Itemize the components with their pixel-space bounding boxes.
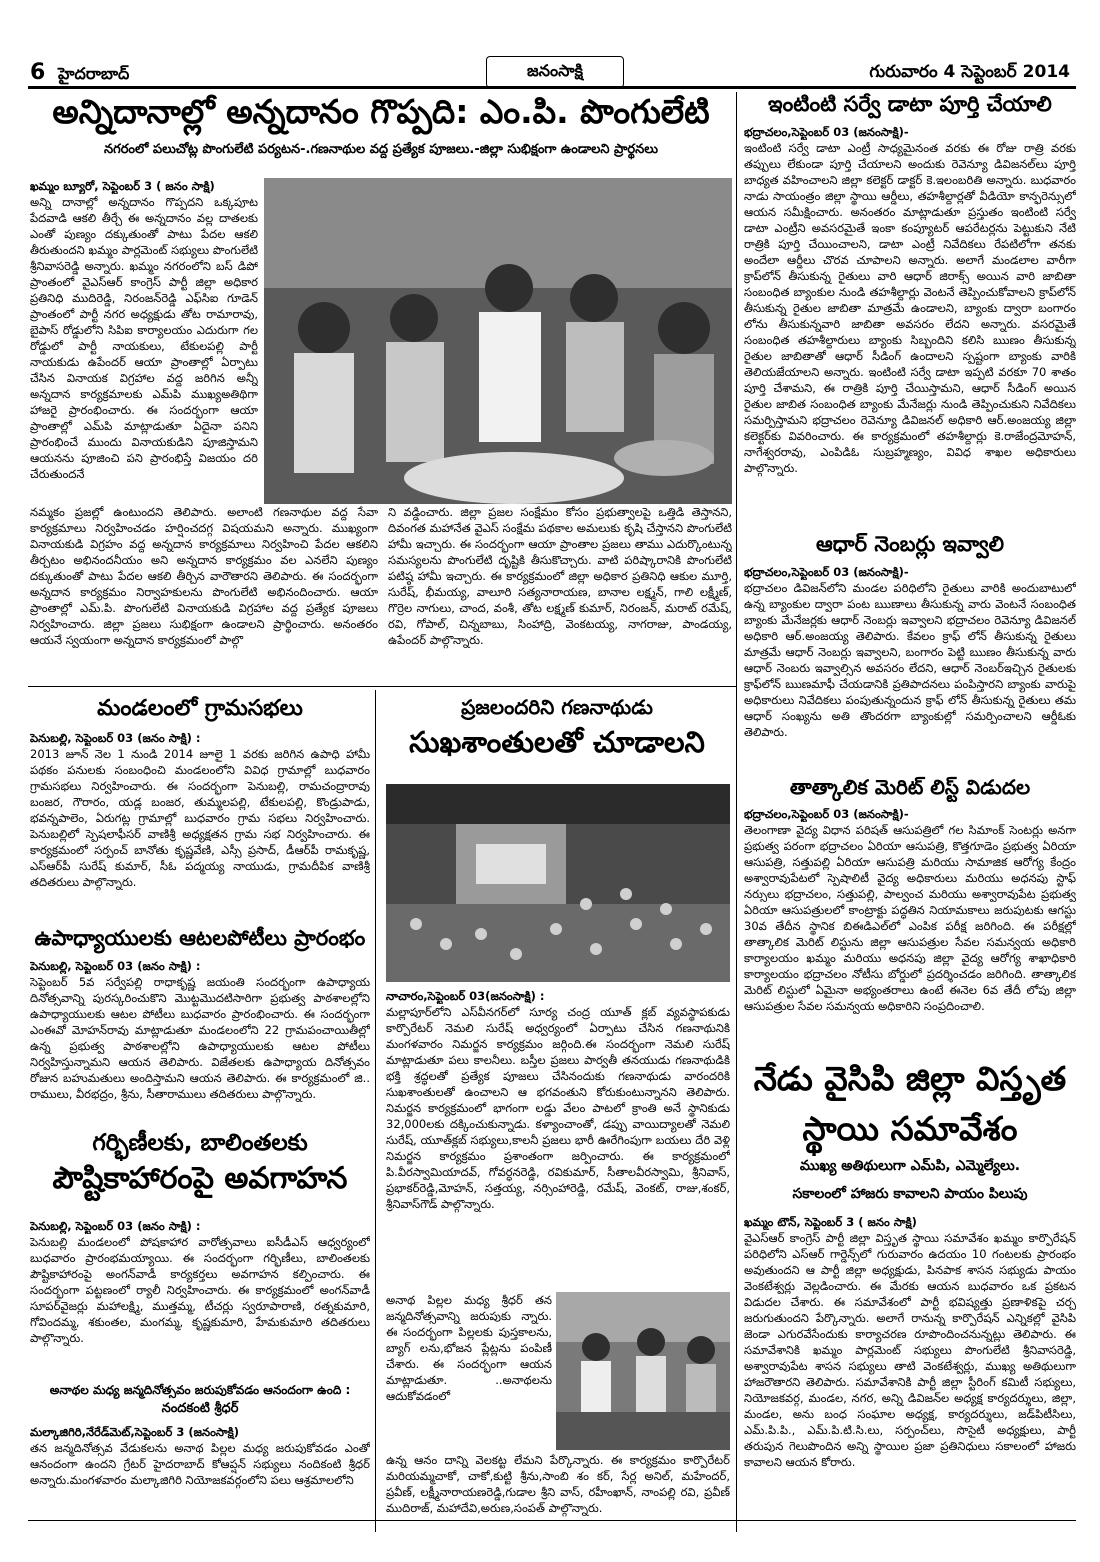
ysrcp-body: వైఎస్ఆర్ కాంగ్రెస్ పార్టీ జిల్లా విస్తృత స్థాయి సమావేశం ఖమ్మం కార్పొరేషన్ పరిధిలోని ఎస్‌ఆర్ గార్డెన్స్‌లో గురువారం ఉదయం 10 గంటలకు ప్రారంభం అవుతుందని ఆ పార్టీ జిల్లా అధ్యక్షుడు, పినపాక శాసన సభ్యుడు పాయం వెంకటేశ్వర్లు వెల్లడించారు. ఈ మేరకు ఆయన బుధవారం ఒక ప్రకటన విడుదల చేశారు. ఈ సమావేశంలో పార్టీ భవిష్యత్తు ప్రణాళికపై చర్చ జరుగుతుందని పేర్కొన్నారు. అలాగే రానున్న కార్పొరేషన్ ఎన్నికల్లో వైసిపి జెండా ఎగురవేసేందుకు కార్యాచరణ రూపొందించనున్నట్లు తెలిపారు. ఈ సమావేశానికి ఖమ్మం పార్లమెంట్ సభ్యులు పొంగులేటి శ్రీనివాసరెడ్డి, అశ్వారావుపేట శాసన సభ్యులు తాటి వెంకటేశ్వర్లు, ముఖ్య అతిథులుగా హాజరౌతారని తెలిపారు. సమావేశానికి పార్టీ జిల్లా స్టీరింగ్ కమిటీ సభ్యులు, నియోజకవర్గ, మండల, నగర, అన్ని డివిజన్‌ల అధ్యక్ష కార్యదర్శులు, జిల్లా, మండల, అను బంధ సంఘాల అధ్యక్ష, కార్యదర్శులు, జడ్‌పిటీసిలు, ఎమ్.పి.పి., ఎమ్.పి.టి.సి.లు, సర్పంచ్‌లు, సొసైటీ అధ్యక్షులు, పార్టీ తరుపున గెలుపొందిన అన్ని స్థాయిల ప్రజా ప్రతినిధులు సకాలంలో హాజరు కావాలని ఆయన కోరారు.	[744, 1231, 1076, 1469]
gramasabha-dateline: పెనుబల్లి, సెప్టెంబర్ 03 (జనం సాక్షి) :	[30, 731, 201, 745]
survey-body: ఇంటింటి సర్వే డాటా ఎంట్రీ సాధ్యమైనంత వరకు ఈ రోజు రాత్రి వరకు తప్పులు లేకుండా పూర్తి చేయాలని అందుకు రెవెన్యూ డివిజనల్‌లు పూర్తి బాధ్యత వహించాలని జిల్లా కలెక్టర్ డాక్టర్ కె.ఇలంబరితి అన్నారు. బుధవారం నాడు సాయంత్రం జిల్లా స్థాయి ఆర్డీలు, తహశీల్దార్లతో వీడియో కాన్ఫరెన్సులో ఆయన సమీక్షించారు. అనంతరం మాట్లాడుతూ ప్రస్తుతం ఇంటింటి సర్వే డాటా ఎంట్రీని అవసరమైతే ఇంకా కంప్యూటర్ ఆపరేటర్లను పెట్టుకుని నేటి రాత్రికి పూర్తి చేయించాలని, డాటా ఎంట్రీ నివేదికలు రేపటిలోగా తనకు అందేలా ఆర్డీలు చొరవ చూపాలని అన్నారు. అలాగే మండలాల వారీగా క్రాప్‌లోన్ తీసుకున్న రైతులు వారి ఆధార్ జిరాక్స్ అయిన వారి జాబితా సంబంధిత బ్యాంకుల నుండి తహశీల్దార్లు వెంటనే తెప్పించుకోవాలని క్రాప్‌లోన్ తీసుకున్న రైతుల జాబితా మాత్రమే ఉండాలని, బ్యాంకు ద్వారా బంగారం లోను తీసుకున్నవారి జాబితా అవసరం లేదని అన్నారు. వసరమైతే సంబంధిత తహశీల్దారులు బ్యాంకు సిబ్బందిని కలిసి ఋణం తీసుకున్న రైతుల జాబితాతో ఆధార్ సీడింగ్ ఉందాలని స్పష్టంగా బ్యాంకు వారికి తెలియజేయాలని అన్నారు. ఇంటింటి సర్వే డాటా ఇప్పటి వరకూ 70 శాతం పూర్తి చేశామని, ఈ రాత్రికి పూర్తి చేయిస్తామని, ఆధార్ సీడింగ్ అయిన రైతుల జాబిత సంబంధిత బ్యాంకు మేనేజర్లు నుండి తెప్పించుకుని నివేదికలు సమర్పిస్తామని భద్రాచలం రెవెన్యూ డివిజనల్ అధికారి ఆర్.అంజయ్య జిల్లా కలెక్టర్‌కు వివరించారు. ఈ కార్యక్రమంలో తహశీల్దార్లు కె.రాజేంద్రమోహన్, నాగేశ్వరరావు, ఎంపిడిఓ సుబ్రహ్మణ్యం, వివిధ శాఖల అధికారులు పాల్గొన్నారు.	[744, 141, 1076, 475]
birthday-body: తన జన్మదినోత్సవ వేడుకలను అనాథ పిల్లల మధ్య జరుపుకోవడం ఎంతో ఆనందంగా ఉందని గ్రేటర్ హైదరాబాద్ కోఆప్షన్ సభ్యులు నందికంటి శ్రీధర్ అన్నారు.మంగళవారం మల్కాజిగిరి నియోజకవర్గంలోని పలు ఆశ్రమాలలోని	[30, 1441, 370, 1487]
teachers-body: సెప్టెంబర్ 5వ సర్వేపల్లి రాధాకృష్ణ జయంతి సందర్భంగా ఉపాధ్యాయ దినోత్సవాన్ని పురస్కరించుకొని మొట్టమొదటిసారిగా ప్రభుత్వ పాఠశాలల్లోని ఉపాధ్యాయులకు ఆటల పోటీలు బుధవారం ప్రారంభించారు. ఈ సందర్భంగా ఎంఈవో మోహన్‌రావు మాట్లాడుతూ మండలంలోని 22 గ్రామపంచాయితీల్లో ఉన్న ప్రభుత్వ పాఠశాలల్లోని ఉపాధ్యాయులకు ఆటల పోటీలు నిర్వహిస్తున్నామని ఆయన తెలిపారు. విజేతలకు ఉపాధ్యాయ దినోత్సవం రోజున బహుమతులు అందిస్తామని ఆయన తెలిపారు. ఈ కార్యక్రమంలో జి.. రాములు, వీరభద్రం, శ్రీను, సీతారాములు తదితరులు పాల్గొన్నారు.	[30, 975, 370, 1101]
birthday-dateline: మల్కాజిగిరి,నేరేడ్‌మెట్,సెప్టెంబర్ 3 (జనంసాక్షి)	[30, 1425, 240, 1439]
birthday-headline-line1: అనాథల మధ్య జన్మదినోత్సవం జరుపుకోవడం ఆనందంగా ఉంది :	[49, 1383, 351, 1397]
birthday-headline-line2: నందకంటి శ్రీధర్	[161, 1401, 239, 1416]
orphan-photo	[556, 1292, 730, 1450]
nutrition-headline-line2: పౌష్టికాహారంపై అవగాహన	[52, 1161, 348, 1196]
ysrcp-subhead1: ముఖ్య అతిథులుగా ఎమ్‌పి, ఎమ్మెల్యేలు.	[799, 1158, 1021, 1174]
aadhar-dateline: భద్రాచలం,సెప్టెంబర్ 03 (జనంసాక్షి)-	[744, 565, 909, 579]
page-number: 6	[30, 60, 46, 85]
merit-body: తెలంగాణా వైద్య విధాన పరిషత్ ఆసుపత్రిలో గల సిమాంక్ సెంటర్లు అనగా ప్రభుత్వ పరంగా భద్రాచలం ఏరియా ఆసుపత్రి, కొత్తగూడెం ప్రభుత్వ ఏరియా ఆసుపత్రి, సత్తుపల్లి ఏరియా ఆసుపత్రి మరియు సామాజిక ఆరోగ్య కేంద్రం అశ్వారావుపేటలో స్పెషాలిటీ వైద్య అధికారులు మరియు అధనపు స్టాఫ్ నర్సులు భద్రాచలం, సత్తుపల్లి, పాల్వంచ మరియు అశ్వారావుపేట ప్రభుత్వ ఏరియా ఆసుపత్రులలో కాంట్రాక్టు పద్ధతిన నియామకాలు జరుపుటకు ఆగస్టు 30వ తేదీన స్థానిక బిఈడిఎల్‌లో ఎంపిక పరీక్ష జరిగింది. ఈ పరీక్షల్లో తాత్కాలిక మెరిట్ లిస్టును జిల్లా ఆసుపత్రుల సేవల సమన్వయ అధికారి కార్యాలయం ఖమ్మం మరియు అధనపు జిల్లా వైద్య ఆరోగ్య శాఖాధికారి కార్యాలయం భద్రాచలం నోటీసు బోర్డులో ప్రదర్శించడం జరిగింది. తాత్కాలిక మెరిట్ లిస్టులో ఏమైనా అభ్యంతరాలు ఉంటే ఈనెల 6వ తేదీ లోపు జిల్లా ఆసుపత్రుల సేవల సమన్వయ అధికారిని సంప్రదించాలి.	[744, 823, 1076, 1013]
newspaper-logo	[486, 56, 624, 88]
gramasabha-headline: మండలంలో గ్రామసభలు	[97, 696, 303, 721]
orphan-body-col1: అనాథ పిల్లల మధ్య శ్రీధర్ తన జన్మదినోత్సవాన్ని జరుపుకు న్నారు. ఈ సందర్భంగా పిల్లలకు పుస్తకాలను, బ్యాగ్ లను,భోజన ప్లేట్లను పంపిణీ చేశారు. ఈ సందర్భంగా ఆయన మాట్లాడుతూ. ..అనాథలను ఆదుకోవడంలో	[386, 1293, 552, 1403]
column-divider	[736, 92, 737, 1532]
lead-photo-image	[264, 178, 732, 504]
nutrition-headline-line1: గర్భిణీలకు, బాలింతలకు	[92, 1130, 308, 1156]
lead-dateline: ఖమ్మం బ్యూరో, సెప్టెంబర్ 3 ( జనం సాక్షి)	[30, 179, 215, 193]
aadhar-headline: ఆధార్ నెంబర్లు ఇవ్వాలి	[815, 532, 1005, 556]
section-divider	[28, 686, 736, 687]
edition-city: హైదరాబాద్	[58, 64, 130, 83]
merit-dateline: భద్రాచలం,సెప్టెంబర్ 03 (జనంసాక్షి)-	[744, 807, 909, 821]
ganesh-kicker: ప్రజలందరిని గణనాథుడు	[461, 695, 653, 719]
gramasabha-body: 2013 జూన్ నెల 1 నుండి 2014 జూలై 1 వరకు జరిగిన ఉపాధి హామీ పథకం పనులకు సంబంధించి మండలంలోని వివిధ గ్రామాల్లో బుధవారం గ్రామసభలు నిర్వహించారు. ఈ సందర్భంగా పెనుబల్లి, రామచంద్రారావు బంజర, గౌరారం, యడ్ల బంజర, తుమ్మలపల్లి, టేకులపల్లి, కొండ్రుపాడు, భవన్నపాలెం, ఏరుగట్ల గ్రామాల్లో బుధవారం గ్రామ సభలు నిర్వహించారు. పెనుబల్లిలో స్పెషలాఫీసర్ వాణిశ్రీ అధ్యక్షతన గ్రామ సభ నిర్వహించారు. ఈ కార్యక్రమంలో సర్పంచ్ బానోతు కృష్ణవేణి, ఎస్సీ ప్రసాద్, డీఆర్‌పీ రామకృష్ణ, ఎస్ఆర్‌పీ సురేష్ కుమార్, సీఓ పద్మయ్య నాయుడు, గ్రామదీపిక వాణిశ్రీ తదితరులు పాల్గొన్నారు.	[30, 747, 370, 889]
logo-text: జనంసాక్షి	[527, 60, 583, 80]
issue-date: గురువారం 4 సెప్టెంబర్ 2014	[869, 62, 1070, 82]
nutrition-body: పెనుబల్లి మండలంలో పోషకాహార వారోత్సవాలు ఐసీడీఎస్ ఆధ్వర్యంలో బుధవారం ప్రారంభమయ్యాయి. ఈ సందర్భంగా గర్భిణీలు, బాలింతలకు పౌష్టికాహారంపై అంగన్‌వాడీ కార్యకర్తలు అవగాహన కల్పించారు. ఈ సందర్భంగా పట్టణంలో ర్యాలీ నిర్వహించారు. ఈ కార్యక్రమంలో అంగన్‌వాడీ సూపర్‌వైజర్లు మహాలక్ష్మి, ముత్తమ్మ, టీచర్లు స్వరూపారాణి, రత్నకుమారి, గోవిందమ్మ, శకుంతల, మంగమ్మ, కృష్ణకుమారి, హేమకుమారి తదితరులు పాల్గొన్నారు.	[30, 1235, 370, 1345]
merit-headline: తాత్కాలిక మెరిట్ లిస్ట్ విడుదల	[789, 775, 1031, 799]
lead-body-col3: ని వడ్డించారు. జిల్లా ప్రజల సంక్షేమం కోసం ప్రభుత్వాలపై ఒత్తిడి తెస్తానని, దివంగత మహానేత వైఎస్ సంక్షేమ పథకాల అమలుకు కృషి చేస్తానని పొంగులేటి హామీ ఇచ్చారు. ఈ సందర్భంగా ఆయా ప్రాంతాల ప్రజలు తాము ఎదుర్కొంటున్న సమస్యలను పొంగులేటి దృష్టికి తీసుకొచ్చారు. వాటి పరిష్కారానికి పొంగులేటి పటిష్ఠ హామీ ఇచ్చారు. ఈ కార్యక్రమంలో జిల్లా అధికార ప్రతినిధి ఆకుల మూర్తి, సురేష్, భీమయ్య, వాలూరి సత్యనారాయణ, బానాల లక్ష్మన్, గాలి లక్ష్మీణ్, గొర్రెల నాగులు, చాంద, వంశీ, తోట లక్ష్మణ్ కుమార్, నిరంజన్, మరాట్ రమేష్, రవి, గోపాల్, చిన్నబాబు, సింహాద్రి, వెంకటయ్య, నాగరాజు, పాండయ్య, ఉపేందర్ పాల్గొన్నారు.	[388, 505, 732, 647]
teachers-dateline: పెనుబల్లి, సెప్టెంబర్ 03 (జనం సాక్షి) :	[30, 959, 201, 973]
ganesh-photo-image	[386, 784, 730, 982]
ysrcp-headline-line1: నేడు వైసిపి జిల్లా విస్తృత	[753, 1059, 1067, 1098]
nutrition-dateline: పెనుబల్లి, సెప్టెంబర్ 03 (జనం సాక్షి) :	[30, 1219, 201, 1233]
page-bottom-rule	[28, 1520, 1076, 1521]
lead-photo	[264, 178, 732, 504]
survey-dateline: భద్రాచలం,సెప్టెంబర్ 03 (జనంసాక్షి)-	[744, 125, 909, 139]
lead-body-col1: అన్ని దానాల్లో అన్నదానం గొప్పదని ఒక్కపూట పేదవాడి ఆకలి తీర్చే ఈ అన్నదానం వల్ల దాతలకు ఎంతో పుణ్యం దక్కుతుంతో పాటు పేదల ఆకలి తీరుతుందని ఖమ్మం పార్లమెంట్ సభ్యులు పొంగులేటి శ్రీనివాసరెడ్డి అన్నారు. ఖమ్మం నగరంలోని బస్ డిపో ప్రాంతంలో వైఎస్ఆర్ కాంగ్రెస్ పార్టీ జిల్లా అధికార ప్రతినిధి ముదిరెడ్డి, నిరంజన్‌రెడ్డి ఎఫ్‌సిఐ గూడెన్ ప్రాంతంలో పార్టీ నగర అధ్యక్షుడు తోట రామారావు, బైపాస్ రోడ్డులోని సిపిఐ కార్యాలయం ఎదురుగా గల రోడ్డులో పార్టీ నాయకులు, టేకులపల్లి పార్టీ నాయకుడు ఉపేందర్ ఆయా ప్రాంతాల్లో ఏర్పాటు చేసిన వినాయక విగ్రహాల వద్ద జరిగిన అన్నీ అన్నదాన కార్యక్రమాలకు ఎమ్‌పి ముఖ్యఅతిథిగా హాజరై ప్రారంభించారు. ఈ సందర్భంగా ఆయా ప్రాంతాల్లో ఎమ్‌పి మాట్లాడుతూ ఏదైనా పనిని ప్రారంభించే ముందు వినాయకుడిని పూజిస్తామని ఆయనను పూజించి పని ప్రారంభిస్తే విజయం దరి చేరుతుందనే	[30, 195, 258, 481]
ysrcp-subhead2: సకాలంలో హాజరు కావాలని పాయం పిలుపు	[792, 1186, 1028, 1202]
lead-body-col2: నమ్మకం ప్రజల్లో ఉంటుందని తెలిపారు. అలాంటి గణనాథుల వద్ద సేవా కార్యక్రమాలు నిర్వహించడం హర్షించదగ్గ విషయమని అన్నారు. ముఖ్యంగా వినాయకుడి విగ్రహం వద్ద అన్నదాన కార్యక్రమాలు నిర్వహించి పేదల ఆకలిని తీర్చటం అభినందనీయం అని అన్నదాన కార్యక్రమం వల ఎనలేని పుణ్యం దక్కుతుంతో పాటు పేదల ఆకలి తీర్చిన వారౌతారని తెలిపారు. ఈ సందర్భంగా అన్నదాన కార్యక్రమం నిర్వాహకులను పొంగులేటి అభినందించారు. ఆయా ప్రాంతాల్లో ఎమ్.పి. పొంగులేటి వినాయకుడి విగ్రహాల వద్ద ప్రత్యేక పూజలు నిర్వహించారు. జిల్లా ప్రజలు సుభిక్షంగా ఉండాలని ప్రార్థించారు. అనంతరం ఆయనే స్వయంగా అన్నదాన కార్యక్రమంలో పాల్గొ	[30, 505, 378, 647]
column-divider	[375, 690, 376, 1532]
ysrcp-headline-line2: స్థాయి సమావేశం	[802, 1109, 1018, 1148]
ganesh-body: మల్లాపూర్‌లోని ఎస్‌వీనగర్‌లో సూర్య చంద్ర యూత్ క్లబ్ వ్యవస్థాపకుడు కార్పొరేటర్ నెమలి సురేష్ అధ్వర్యంలో ఏర్పాటు చేసిన గణనాథునికి మంగళవారం నిమర్జన కార్యక్రమం జర్గింది.ఈ సందర్భంగా నెమలి సురేష్ మాట్లాడుతూ పలు కాలనీలు. బస్తీల ప్రజలు పార్వతీ తనయుడు గణనాథుడికి భక్తి శ్రద్ధలతో ప్రత్యేక పూజలు చేసినందుకు గణనాథుడు వారందరికి సుఖశాంతులతో ఉంచాలని ఆ భగవంతుని కోరుకుంటున్నానని తెలిపారు. నిమర్జన కార్యక్రమంలో భాగంగా లడ్డు వేలం పాటలో క్రాంతి అనే స్థానికుడు 32,000లకు దక్కించుకున్నాడు. కళ్యాంచాంతో, డప్పు వాయిద్యాలతో నెమలి సురేష్, యూత్‌క్లబ్ సభ్యులు,కాలనీ ప్రజలు భారీ ఊరేగింపుగా బయలు దేరి వెళ్లి నిమర్జన కార్యక్రమం ప్రశాంతంగా జర్పించారు. ఈ కార్యక్రమంలో పి.వీరస్వామియాదవ్, గోవర్ధనరెడ్డి, రవికుమార్, సీతాలవీరస్వామి, శ్రీనివాస్, ప్రభాకర్‌రెడ్డి,మోహన్, సత్తయ్య, నర్సింహారెడ్డి, రమేష్, వెంకట్, రాజు,శంకర్, శ్రీనివాస్‌గౌడ్ పాల్గొన్నారు.	[386, 1005, 730, 1211]
survey-headline: ఇంటింటి సర్వే డాటా పూర్తి చేయాలి	[768, 92, 1052, 116]
lead-headline: అన్నిదానాల్లో అన్నదానం గొప్పది: ఎం.పి. పొంగులేటి	[52, 92, 710, 131]
ganesh-headline: సుఖశాంతులతో చూడాలని	[409, 725, 705, 759]
ganesh-dateline: నాచారం,సెప్టెంబర్ 03(జనంసాక్షి) :	[386, 989, 545, 1003]
ganesh-photo	[386, 784, 730, 982]
orphan-photo-image	[556, 1292, 730, 1450]
ysrcp-dateline: ఖమ్మం టౌన్, సెప్టెంబర్ 3 ( జనం సాక్షి)	[744, 1215, 917, 1229]
lead-subhead: నగరంలో పలుచోట్ల పొంగులేటి పర్యటన-.గణనాథుల వద్ద ప్రత్యేక పూజలు.-జిల్లా సుభిక్షంగా ఉండాలని ప్రార్థనలు	[104, 142, 658, 157]
orphan-body-col2: ఉన్న ఆనం దాన్ని వెలకట్ట లేమని పేర్కొన్నారు. ఈ కార్యక్రమం కార్పొరేటర్ మరియమ్మచాకో, చాకో,కుట్టి శ్రీను,సాంబి శం కర్, సేర్ల అనిల్, మహేందర్, ప్రవీణ్, లక్ష్మీనారాయణరెడ్డి,గుడాల శ్రీని వాస్, రహీంఖాన్, నాంపల్లి రవి, ప్రవీణ్ ముదిరాజ్, మహాదేవి,అరుణ,సంపత్ పాల్గొన్నారు.	[386, 1453, 730, 1515]
teachers-headline: ఉపాధ్యాయులకు ఆటలపోటీలు ప్రారంభం	[34, 926, 366, 950]
aadhar-body: భద్రాచలం డివిజన్‌లోని మండల పరిధిలోని రైతులు వారికి అందుబాటులో ఉన్న బ్యాంకుల ద్వారా పంట ఋణాలు తీసుకున్న వారు వెంటనే సంబంధిత బ్యాంకు మేనేజర్లకు ఆధార్ నెంబర్లు ఇవ్వాలని భద్రాచలం రెవెన్యూ డివిజనల్ అధికారి ఆర్.అంజయ్య తెలిపారు. కేవలం క్రాఫ్ లోన్ తీసుకున్న రైతులు మాత్రమే ఆధార్ నెంబర్లు ఇవ్వాలని, బంగారం పెట్టి ఋణం తీసుకున్న వారు ఆధార్ నెంబరు ఇవ్వాల్సిన అవసరం లేదని, ఆధార్ నెంబర్ఇచ్చిన రైతులకు క్రాఫ్‌లోన్ ఋణమాఫీ చేయడానికి ప్రతిపాదనలు పంపిస్తారని బ్యాంకు వారుపై అధికారులు నివేదికలు పంపుతున్నందున క్రాఫ్ లోన్ తీసుకున్న రైతులు తమ ఆధార్ సంఖ్యను అతి తొందరగా బ్యాంకుల్లో సమర్పించాలని ఆర్డీఓకు తెలిపారు.	[744, 581, 1076, 739]
